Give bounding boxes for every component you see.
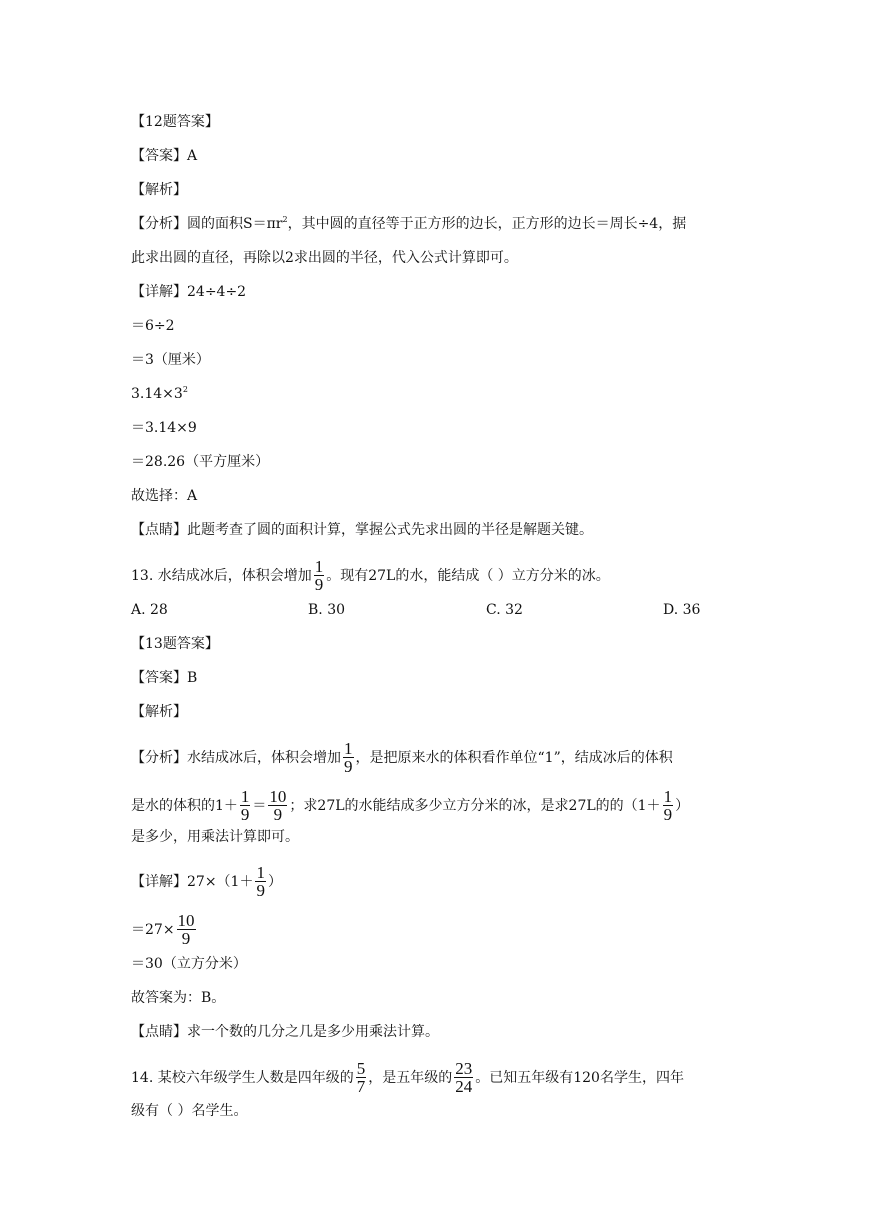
q14-stem-line1 bbox=[131, 1060, 684, 1095]
denominator: 9 bbox=[314, 575, 324, 594]
q12-detail-3: ＝3（厘米） bbox=[131, 352, 210, 368]
fraction-1-9 bbox=[314, 558, 325, 593]
numerator: 1 bbox=[314, 557, 324, 576]
numerator: 5 bbox=[356, 1059, 366, 1078]
denominator: 9 bbox=[256, 881, 265, 900]
q13-fenxi-1a: 【分析】水结成冰后，体积会增加 bbox=[131, 749, 341, 766]
q13-fenxi-line1 bbox=[131, 740, 673, 775]
q14-stem-b: ，是五年级的 bbox=[368, 1069, 453, 1086]
q13-fenxi-2c: ；求27L的水能结成多少立方分米的冰，是求27L的的（1＋ bbox=[289, 797, 661, 814]
q12-detail-4-text: 3.14×3 bbox=[131, 386, 183, 402]
q13-option-c: C. 32 bbox=[486, 602, 523, 618]
q12-answer: 【答案】A bbox=[131, 148, 198, 164]
q12-detail-2: ＝6÷2 bbox=[131, 318, 175, 334]
q12-fenxi-line1 bbox=[131, 214, 686, 234]
denominator: 7 bbox=[356, 1077, 366, 1096]
denominator: 9 bbox=[663, 805, 673, 824]
q12-answer-header: 【12题答案】 bbox=[131, 114, 219, 130]
numerator: 1 bbox=[256, 863, 265, 882]
q13-option-b: B. 30 bbox=[308, 602, 346, 618]
numerator: 23 bbox=[455, 1059, 473, 1078]
q13-detail-1b: ） bbox=[267, 873, 282, 890]
fraction-1-9 bbox=[240, 788, 251, 823]
fraction-10-9 bbox=[268, 788, 287, 823]
q13-detail-3: ＝30（立方分米） bbox=[131, 956, 247, 972]
q13-comment: 【点睛】求一个数的几分之几是多少用乘法计算。 bbox=[131, 1024, 439, 1040]
q13-choice: 故答案为：B。 bbox=[131, 990, 226, 1006]
fraction-1-9 bbox=[255, 864, 266, 899]
q12-analysis-header: 【解析】 bbox=[131, 182, 187, 198]
q14-stem-c: 。已知五年级有120名学生，四年 bbox=[475, 1069, 684, 1086]
q13-answer: 【答案】B bbox=[131, 670, 198, 686]
denominator: 9 bbox=[181, 929, 191, 948]
denominator: 24 bbox=[455, 1077, 473, 1096]
q12-detail-5: ＝3.14×9 bbox=[131, 420, 197, 436]
q13-fenxi-2a: 是水的体积的1＋ bbox=[131, 797, 238, 814]
numerator: 10 bbox=[269, 787, 287, 806]
numerator: 10 bbox=[177, 911, 195, 930]
q12-fenxi-text-a: 【分析】圆的面积S＝πr bbox=[131, 216, 283, 232]
fraction-1-9 bbox=[343, 740, 354, 775]
q13-option-a: A. 28 bbox=[131, 602, 168, 618]
q13-answer-header: 【13题答案】 bbox=[131, 636, 219, 652]
denominator: 9 bbox=[273, 805, 283, 824]
q13-analysis-header: 【解析】 bbox=[131, 704, 187, 720]
q13-stem-text-b: 。现有27L的水，能结成（ ）立方分米的冰。 bbox=[326, 567, 610, 584]
q13-stem-text-a: 13. 水结成冰后，体积会增加 bbox=[131, 567, 312, 584]
q12-detail-4-sup: 2 bbox=[182, 385, 188, 394]
q13-fenxi-line3: 是多少，用乘法计算即可。 bbox=[131, 829, 299, 845]
fraction-1-9 bbox=[663, 788, 674, 823]
q12-detail-4 bbox=[131, 384, 188, 404]
denominator: 9 bbox=[344, 757, 353, 776]
q13-fenxi-line2 bbox=[131, 788, 689, 823]
q12-fenxi-text-b: ，其中圆的直径等于正方形的边长，正方形的边长＝周长÷4，据 bbox=[287, 216, 687, 232]
q13-stem bbox=[131, 558, 610, 593]
fraction-5-7 bbox=[356, 1060, 367, 1095]
q12-choice: 故选择：A bbox=[131, 488, 198, 504]
q12-comment: 【点睛】此题考查了圆的面积计算，掌握公式先求出圆的半径是解题关键。 bbox=[131, 522, 593, 538]
q14-stem-line2: 级有（ ）名学生。 bbox=[131, 1103, 248, 1119]
fraction-10-9 bbox=[177, 912, 196, 947]
q13-detail-1 bbox=[131, 864, 282, 899]
denominator: 9 bbox=[240, 805, 250, 824]
q12-detail-1: 【详解】24÷4÷2 bbox=[131, 284, 247, 300]
q13-fenxi-2b: ＝ bbox=[252, 797, 267, 814]
q13-detail-1a: 【详解】27×（1＋ bbox=[131, 873, 254, 890]
numerator: 1 bbox=[240, 787, 250, 806]
q13-option-d: D. 36 bbox=[663, 602, 701, 618]
numerator: 1 bbox=[663, 787, 673, 806]
numerator: 1 bbox=[344, 739, 353, 758]
q12-fenxi-sup: 2 bbox=[282, 215, 288, 224]
fraction-23-24 bbox=[454, 1060, 473, 1095]
q13-detail-2a: ＝27× bbox=[131, 921, 175, 938]
q14-stem-a: 14. 某校六年级学生人数是四年级的 bbox=[131, 1069, 354, 1086]
q13-fenxi-2d: ） bbox=[675, 797, 690, 814]
q12-detail-6: ＝28.26（平方厘米） bbox=[131, 454, 270, 470]
q12-fenxi-line2: 此求出圆的直径，再除以2求出圆的半径，代入公式计算即可。 bbox=[131, 250, 518, 266]
q13-detail-2 bbox=[131, 912, 198, 947]
q13-fenxi-1b: ，是把原来水的体积看作单位“1”，结成冰后的体积 bbox=[355, 749, 673, 766]
